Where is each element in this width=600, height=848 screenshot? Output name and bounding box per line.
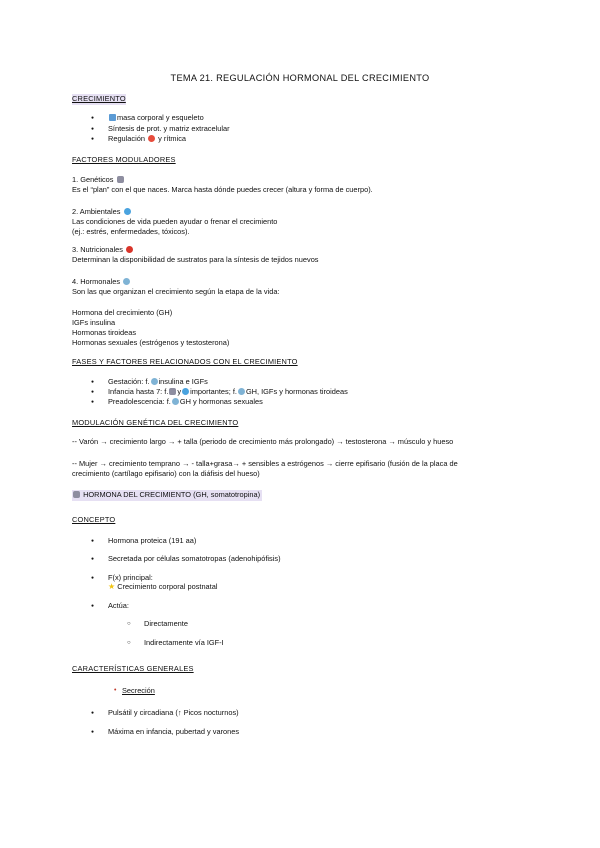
gear-icon [151, 378, 158, 385]
globe-icon [124, 208, 131, 215]
factor-text: Las condiciones de vida pueden ayudar o frenar el crecimiento [72, 217, 278, 226]
list-item: ● F(x) principal: [108, 573, 153, 584]
list-item: ● Actúa: [108, 601, 129, 612]
list-item: ● Gestación: f. insulina e IGFs [108, 377, 208, 388]
list-item: ● Máxima en infancia, pubertad y varones [108, 727, 239, 738]
factor-title: 2. Ambientales [72, 207, 132, 218]
section-header-crecimiento: CRECIMIENTO [72, 94, 126, 103]
dna-icon [73, 491, 80, 498]
list-item: ● Infancia hasta 7: f. y importantes; f. GH, IGFs y hormonas tiroideas [108, 387, 348, 398]
list-item: ● Pulsátil y circadiana (↑ Picos nocturnos) [108, 708, 239, 719]
factor-title: 1. Genéticos [72, 175, 125, 186]
list-item: ● masa corporal y esqueleto [108, 113, 204, 124]
list-item: ● Hormona proteica (191 aa) [108, 536, 196, 547]
section-header-fases: FASES Y FACTORES RELACIONADOS CON EL CRECIMIENTO [72, 357, 298, 366]
list-item-continuation: ★ Crecimiento corporal postnatal [108, 582, 218, 591]
list-item: ● Regulación y rítmica [108, 134, 186, 145]
page-title: TEMA 21. REGULACIÓN HORMONAL DEL CRECIMIENTO [170, 73, 430, 83]
globe-icon [182, 388, 189, 395]
apple-icon [126, 246, 133, 253]
hormone-item: Hormonas sexuales (estrógenos y testosterona) [72, 338, 230, 347]
gear-icon [123, 278, 130, 285]
list-item: ● Síntesis de prot. y matriz extracelular [108, 124, 230, 135]
dna-icon [117, 176, 124, 183]
factor-title: 4. Hormonales [72, 277, 131, 288]
list-item: ● Secretada por células somatotropas (adenohipófisis) [108, 554, 281, 565]
clock-icon [148, 135, 155, 142]
factor-title: 3. Nutricionales [72, 245, 134, 256]
section-header-gh: HORMONA DEL CRECIMIENTO (GH, somatotropina) [72, 490, 262, 501]
sub-list-item: ○ Indirectamente vía IGF-I [144, 638, 224, 649]
hormone-item: Hormonas tiroideas [72, 328, 137, 337]
arrow-up-icon [109, 114, 116, 121]
section-header-modulacion: MODULACIÓN GENÉTICA DEL CRECIMIENTO [72, 418, 239, 427]
section-header-caracteristicas: CARACTERÍSTICAS GENERALES [72, 664, 194, 673]
factor-text: Determinan la disponibilidad de sustratos para la síntesis de tejidos nuevos [72, 255, 319, 264]
subheading-secrecion: • Secreción [122, 686, 155, 697]
factor-text: Son las que organizan el crecimiento según la etapa de la vida: [72, 287, 280, 296]
paragraph: -- Varón → crecimiento largo → + talla (periodo de crecimiento más prolongado) → testosterona → músculo y hueso [72, 437, 454, 446]
gear-icon [238, 388, 245, 395]
section-header-factores: FACTORES MODULADORES [72, 155, 176, 164]
factor-text: (ej.: estrés, enfermedades, tóxicos). [72, 227, 190, 236]
sub-list-item: ○ Directamente [144, 619, 188, 630]
concepto-header: CONCEPTO [72, 515, 116, 524]
paragraph: -- Mujer → crecimiento temprano → - talla+grasa→ + sensibles a estrógenos → cierre epifisario (fusión de la placa de [72, 459, 458, 468]
hormone-item: IGFs insulina [72, 318, 116, 327]
paragraph: crecimiento (cartílago epifisario) con la diáfisis del hueso) [72, 469, 260, 478]
gear-icon [172, 398, 179, 405]
star-icon: ★ [108, 582, 116, 591]
hormone-item: Hormona del crecimiento (GH) [72, 308, 173, 317]
factor-text: Es el “plan” con el que naces. Marca hasta dónde puedes crecer (altura y forma de cuerpo). [72, 185, 373, 194]
list-item: ● Preadolescencia: f. GH y hormonas sexuales [108, 397, 263, 408]
dna-icon [169, 388, 176, 395]
